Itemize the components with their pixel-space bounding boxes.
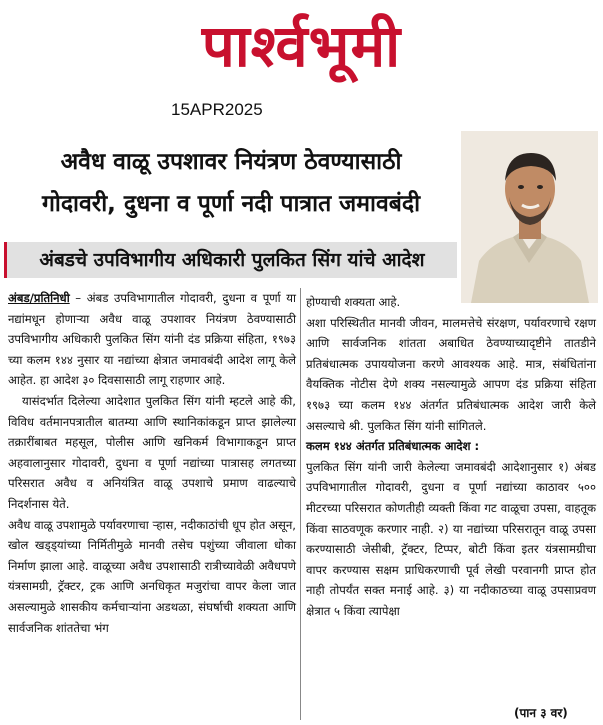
publication-date: 15APR2025 [171, 100, 263, 119]
article-column-right [306, 292, 596, 622]
article-paragraph: यासंदर्भात दिलेल्या आदेशात पुलकित सिंग यांनी म्हटले आहे की, विविध वर्तमानपत्रातील बातम्या आणि स्थानिकांकडून प्राप्त झालेल्या तक्रारींबाबत महसूल, पोलीस आणि खनिकर्म विभागाकडून प्राप्त अहवालानुसार गोदावरी, दुधना व पूर्णा नद्यांच्या पात्रासह लगतच्या परिसरात अवैध व अनियंत्रित वाळू उपशाचे प्रमाण वाढल्याचे निदर्शनास येते. [8, 393, 296, 511]
subheadline: अंबडचे उपविभागीय अधिकारी पुलकित सिंग यांचे आदेश [4, 242, 457, 278]
article-column-left [8, 288, 296, 638]
headline [12, 141, 450, 225]
headline-line-1: अवैध वाळू उपशावर नियंत्रण ठेवण्यासाठी [60, 149, 402, 175]
masthead [0, 6, 603, 86]
article-paragraph: अशा परिस्थितीत मानवी जीवन, मालमत्तेचे संरक्षण, पर्यावरणाचे रक्षण आणि सार्वजनिक शांतता अबाधित ठेवण्याच्यादृष्टीने तातडीने प्रतिबंधात्मक उपाययोजना करणे आवश्यक आहे. मात्र, संबंधितांना वैयक्तिक नोटीस देणे शक्य नसल्यामुळे आपण दंड प्रक्रिया संहिता १९७३ च्या कलम १४४ अंतर्गत प्रतिबंधात्मक आदेश जारी केले असल्याचे श्री. पुलकित सिंग यांनी सांगितले. [306, 315, 596, 433]
article-paragraph: पुलकित सिंग यांनी जारी केलेल्या जमावबंदी आदेशानुसार १) अंबड उपविभागातील गोदावरी, दुधना व पूर्णा नद्यांच्या काठावर ५०० मीटरच्या परिसरात कोणतीही व्यक्ती किंवा गट वाळूचा उपसा, वाहतूक किंवा साठवणूक करणार नाही. २) या नद्यांच्या परिसरातून वाळू उपसा करण्यासाठी जेसीबी, ट्रॅक्टर, टिप्पर, बोटी किंवा इतर यंत्रसामग्रीचा वापर करण्यास सक्षम प्राधिकरणाची पूर्व लेखी परवानगी प्राप्त होत नाही तोपर्यंत सक्त मनाई आहे. ३) या नदीकाठच्या वाळू उपसाप्रवण क्षेत्रात ५ किंवा त्यापेक्षा [306, 459, 596, 618]
article-paragraph: होण्याची शक्यता आहे. [306, 295, 401, 309]
officer-photo [461, 131, 598, 303]
continued-on-page: (पान ३ वर) [514, 706, 568, 720]
paragraph-1-text: – अंबड उपविभागातील गोदावरी, दुधना व पूर्णा या नद्यांमधून होणाऱ्या अवैध वाळू उपशावर नियंत्रण ठेवण्यासाठी उपविभागीय अधिकारी पुलकित सिंग यांनी दंड प्रक्रिया संहिता, १९७३ च्या कलम १४४ नुसार या नद्यांच्या क्षेत्रात जमावबंदी आदेश लागू केले आहेत. हा आदेश ३० दिवसासाठी लागू राहणार आहे. [8, 291, 296, 388]
article-paragraph: अवैध वाळू उपशामुळे पर्यावरणाचा ऱ्हास, नदीकाठांची धूप होत असून, खोल खड्ड्यांच्या निर्मितीमुळे मानवी तसेच पशुंच्या जीवाला धोका निर्माण झाला आहे. वाळूच्या अवैध उपशासाठी रात्रीच्यावेळी अवैधपणे यंत्रसामग्री, ट्रॅक्टर, ट्रक आणि अनधिकृत मजुरांचा वापर केला जात असल्यामुळे शासकीय कर्मचाऱ्यांना अडथळा, संघर्षाची शक्यता आणि सार्वजनिक शांततेचा भंग [8, 517, 296, 635]
headline-line-2: गोदावरी, दुधना व पूर्णा नदी पात्रात जमावबंदी [41, 191, 421, 217]
column-divider [300, 288, 301, 720]
section-heading: कलम १४४ अंतर्गत प्रतिबंधात्मक आदेश : [306, 439, 480, 454]
portrait-image [461, 131, 598, 303]
article-paragraph [8, 288, 296, 391]
dateline: अंबड/प्रतिनिधी [8, 291, 70, 305]
masthead-title: पार्श्वभूमी [201, 12, 402, 80]
